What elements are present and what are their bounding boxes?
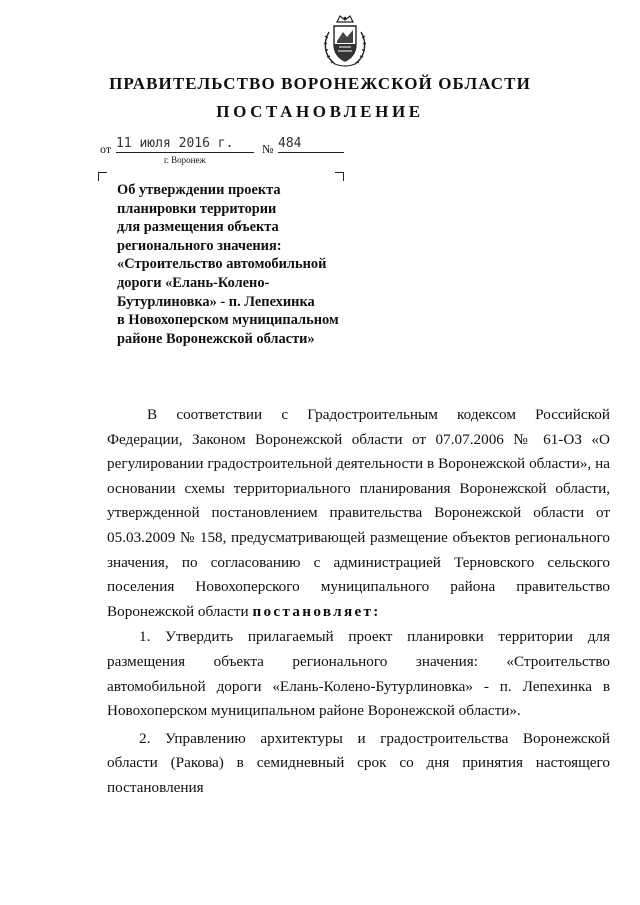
document-body	[107, 403, 610, 801]
date-field: 11 июля 2016 г.	[116, 135, 254, 153]
number-field: 484	[278, 135, 344, 153]
date-prefix: от	[100, 142, 112, 156]
item-1-paragraph: 1. Утвердить прилагаемый проект планировки территории для размещения объекта регионального значения: «Строительство автомобильной дороги «Елань-Колено-Бутурлиновка» - п. Лепехинка в Новохоперском муниципальном районе Воронежской области».	[107, 628, 610, 720]
city-label: г. Воронеж	[164, 155, 206, 165]
organization-title: ПРАВИТЕЛЬСТВО ВОРОНЕЖСКОЙ ОБЛАСТИ	[109, 74, 531, 93]
number-prefix: №	[262, 142, 274, 156]
coat-of-arms-icon	[319, 14, 371, 70]
preamble-text: В соответствии с Градостроительным кодексом Российской Федерации, Законом Воронежской области от 07.07.2006 № 61-ОЗ «О регулировании градостроительной деятельности в Воронежской области», на основании схемы территориального планирования Воронежской области, утвержденной постановлением правительства Воронежской области от 05.03.2009 № 158, предусматривающей размещение объектов регионального значения, по согласованию с администрацией Терновского сельского поселения Новохоперского муниципального района правительство Воронежской области	[107, 406, 610, 620]
subject-bracket-right	[335, 172, 344, 181]
document-type-title: ПОСТАНОВЛЕНИЕ	[216, 102, 424, 121]
item-2-paragraph: 2. Управлению архитектуры и градостроительства Воронежской области (Ракова) в семидневный срок со дня принятия настоящего постановления	[107, 729, 610, 796]
subject-bracket-left	[98, 172, 107, 181]
decree-word: постановляет:	[252, 602, 381, 620]
preamble-paragraph	[107, 403, 610, 624]
document-subject: Об утверждении проекта планировки территории для размещения объекта регионального значения: «Строительство автомобильной дороги «Елань-Колено- Бутурлиновка» - п. Лепехинка в Новохоперском муниципальном районе Воронежской области»	[117, 182, 339, 347]
